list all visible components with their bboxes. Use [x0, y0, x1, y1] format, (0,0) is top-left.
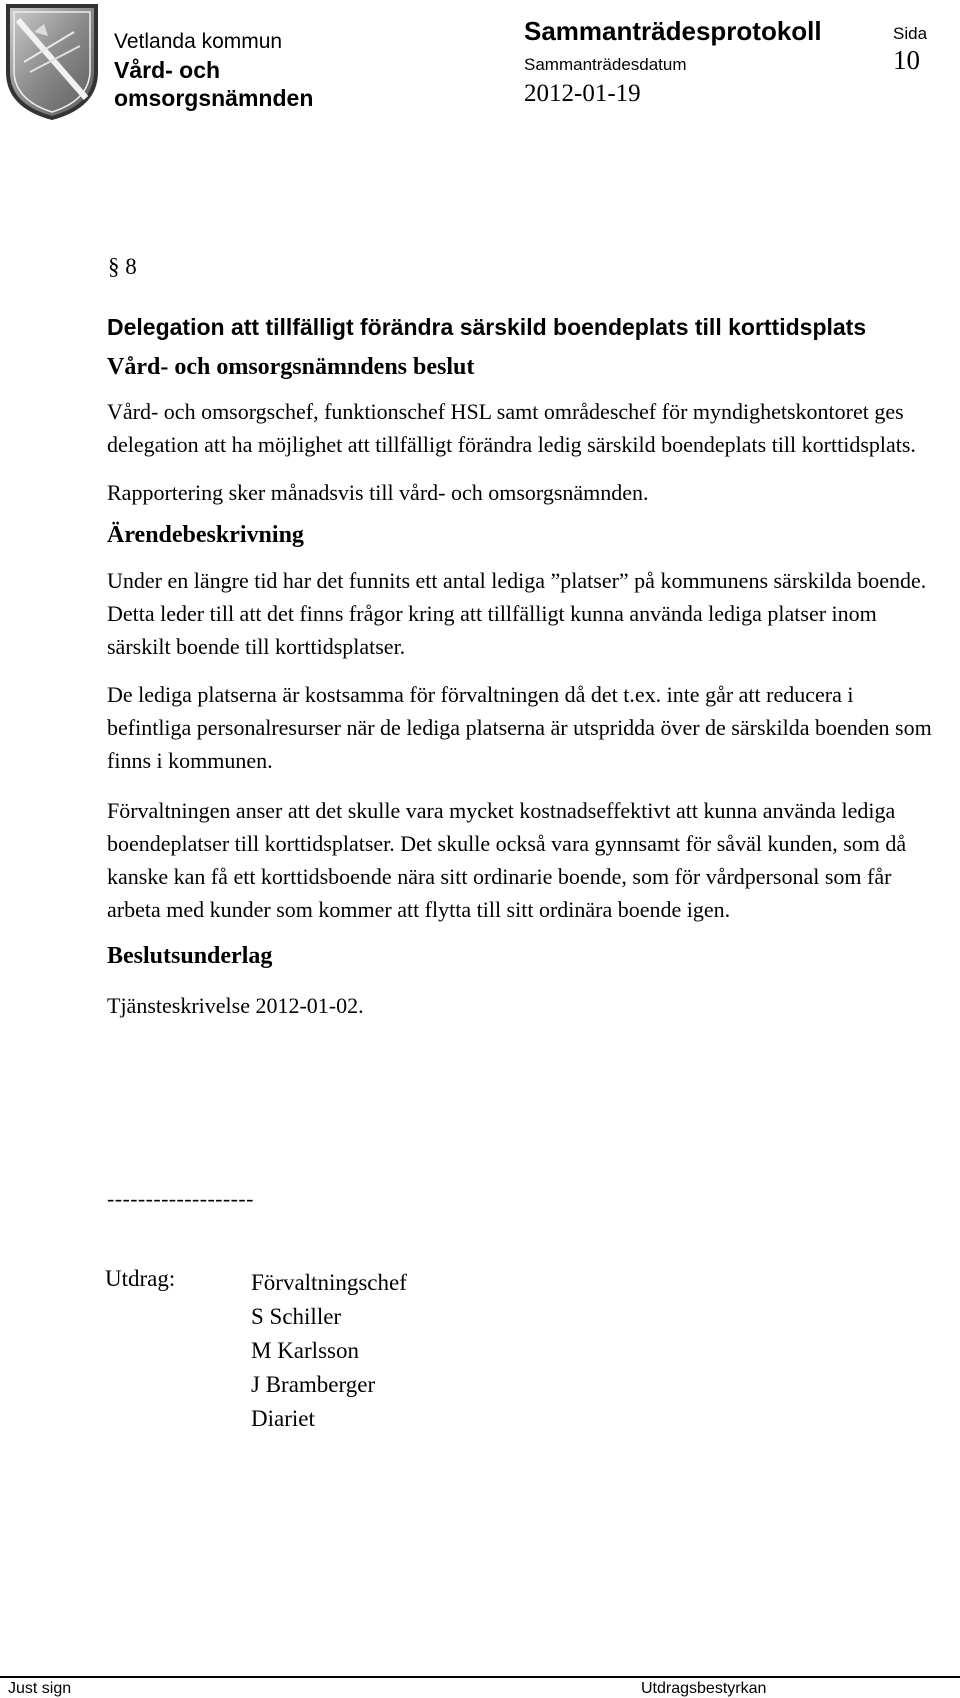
municipal-coat-of-arms-logo — [4, 2, 100, 120]
decision-basis-heading: Beslutsunderlag — [107, 943, 273, 969]
description-paragraph: De lediga platserna är kostsamma för förvaltningen då det t.ex. inte går att reducera i befintliga personalresurser när de lediga platserna är utspridda över de särskilda boenden som finns i kommunen. — [107, 682, 932, 773]
committee-name-line1: Vård- och — [114, 57, 221, 83]
item-title: Delegation att tillfälligt förändra särskild boendeplats till korttidsplats — [107, 314, 867, 340]
extract-recipient-list — [251, 1266, 407, 1436]
section-number: § 8 — [108, 254, 137, 279]
municipality-name: Vetlanda kommun — [114, 30, 283, 53]
description-paragraph: Förvaltningen anser att det skulle vara mycket kostnadseffektivt att kunna använda lediga boendeplatser till korttidsplatser. Det skulle också vara gynnsamt för såväl kunden, som då kanske kan få ett korttidsboende nära sitt ordinarie boende, som för vårdpersonal som får arbeta med kunder som kommer att flytta till sitt ordinära boende igen. — [107, 798, 907, 922]
extract-recipient: Förvaltningschef — [251, 1270, 407, 1295]
description-heading: Ärendebeskrivning — [107, 522, 304, 548]
reporting-paragraph: Rapportering sker månadsvis till vård- och omsorgsnämnden. — [107, 480, 649, 505]
organization-name — [114, 28, 313, 112]
page-number: 10 — [893, 45, 920, 75]
footer-signature-label: Just sign — [8, 1680, 72, 1697]
footer-certification-label: Utdragsbestyrkan — [641, 1680, 767, 1697]
decision-heading: Vård- och omsorgsnämndens beslut — [107, 354, 475, 380]
main-content — [107, 312, 942, 1022]
extract-recipient: Diariet — [251, 1406, 315, 1431]
decision-paragraph: Vård- och omsorgschef, funktionschef HSL samt områdeschef för myndighetskontoret ges delegation att ha möjlighet att tillfälligt förändra ledig särskild boendeplats till korttidsplats. — [107, 399, 916, 457]
description-paragraph: Under en längre tid har det funnits ett antal lediga ”platser” på kommunens särskilda boende. Detta leder till att det finns frågor kring att tillfälligt kunna använda lediga platser inom särskilt boende till korttidsplatser. — [107, 568, 927, 659]
footer-divider — [0, 1676, 960, 1678]
meeting-date-label: Sammanträdesdatum — [524, 55, 687, 74]
committee-name-line2: omsorgsnämnden — [114, 85, 314, 111]
page-label: Sida — [893, 24, 928, 43]
extract-recipient: M Karlsson — [251, 1338, 359, 1363]
document-title: Sammanträdesprotokoll — [524, 16, 822, 46]
separator-line: ------------------- — [107, 1186, 254, 1211]
extract-label: Utdrag: — [105, 1266, 176, 1291]
decision-basis-paragraph: Tjänsteskrivelse 2012-01-02. — [107, 993, 364, 1018]
meeting-date-value: 2012-01-19 — [524, 80, 641, 107]
extract-recipient: J Bramberger — [251, 1372, 376, 1397]
extract-recipient: S Schiller — [251, 1304, 342, 1329]
